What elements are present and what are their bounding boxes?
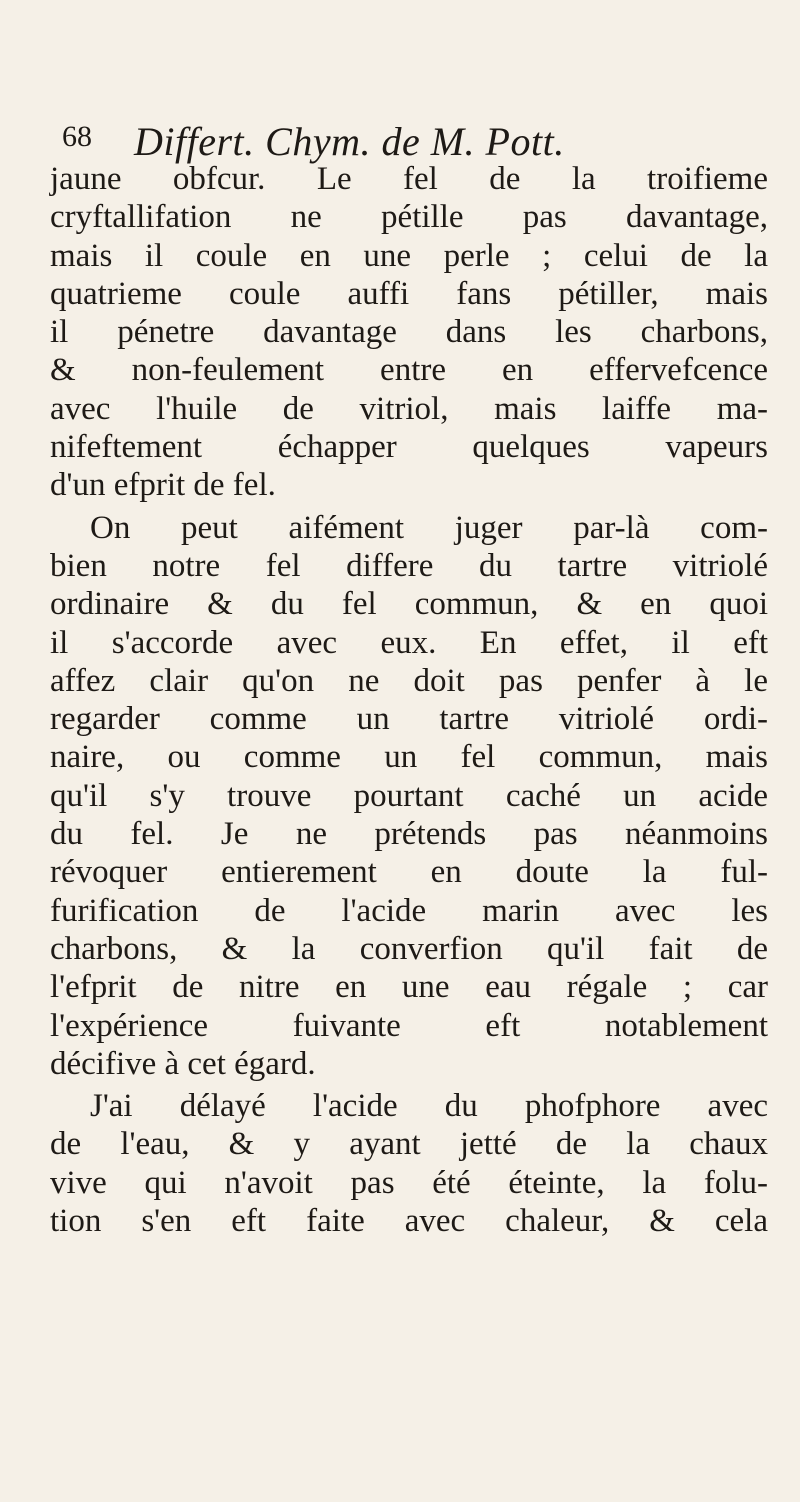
text-line: d'un efprit de fel. [50, 467, 276, 504]
text-line: de l'eau, & y ayant jetté de la chaux [50, 1126, 768, 1163]
text-line: il s'accorde avec eux. En effet, il eft [50, 624, 768, 661]
paragraph-2 [50, 509, 768, 1083]
text-line: l'efprit de nitre en une eau régale ; car [50, 969, 768, 1006]
text-line: regarder comme un tartre vitriolé ordi- [50, 701, 768, 738]
text-line: cryftallifation ne pétille pas davantage, [50, 199, 768, 236]
text-line: vive qui n'avoit pas été éteinte, la folu- [50, 1164, 768, 1201]
text-line: affez clair qu'on ne doit pas penfer à le [50, 662, 768, 699]
text-line: mais il coule en une perle ; celui de la [50, 237, 768, 274]
text-line: ordinaire & du fel commun, & en quoi [50, 586, 768, 623]
text-line: nifeftement échapper quelques vapeurs [50, 429, 768, 466]
running-title: Differt. Chym. de M. Pott. [134, 119, 565, 164]
text-line: décifive à cet égard. [50, 1045, 316, 1082]
paragraph-1 [50, 160, 768, 505]
body-text [50, 160, 768, 1240]
text-line: naire, ou comme un fel commun, mais [50, 739, 768, 776]
text-line: quatrieme coule auffi fans pétiller, mais [50, 275, 768, 312]
paragraph-3 [50, 1087, 768, 1240]
text-line: furification de l'acide marin avec les [50, 892, 768, 929]
text-line: jaune obfcur. Le fel de la troifieme [50, 161, 768, 197]
text-line: charbons, & la converfion qu'il fait de [50, 930, 768, 967]
text-line: révoquer entierement en doute la ful- [50, 854, 768, 891]
text-line: bien notre fel differe du tartre vitriolé [50, 547, 768, 584]
text-line: du fel. Je ne prétends pas néanmoins [50, 816, 768, 853]
text-line: tion s'en eft faite avec chaleur, & cela [50, 1203, 768, 1240]
text-line: On peut aifément juger par-là com- [90, 509, 768, 546]
text-line: avec l'huile de vitriol, mais laiffe ma- [50, 390, 768, 427]
text-line: qu'il s'y trouve pourtant caché un acide [50, 777, 768, 814]
text-line: J'ai délayé l'acide du phofphore avec [90, 1088, 768, 1125]
text-line: l'expérience fuivante eft notablement [50, 1007, 768, 1044]
text-line: il pénetre davantage dans les charbons, [50, 314, 768, 351]
page-number: 68 [62, 120, 92, 153]
text-line: & non-feulement entre en effervefcence [50, 352, 768, 389]
